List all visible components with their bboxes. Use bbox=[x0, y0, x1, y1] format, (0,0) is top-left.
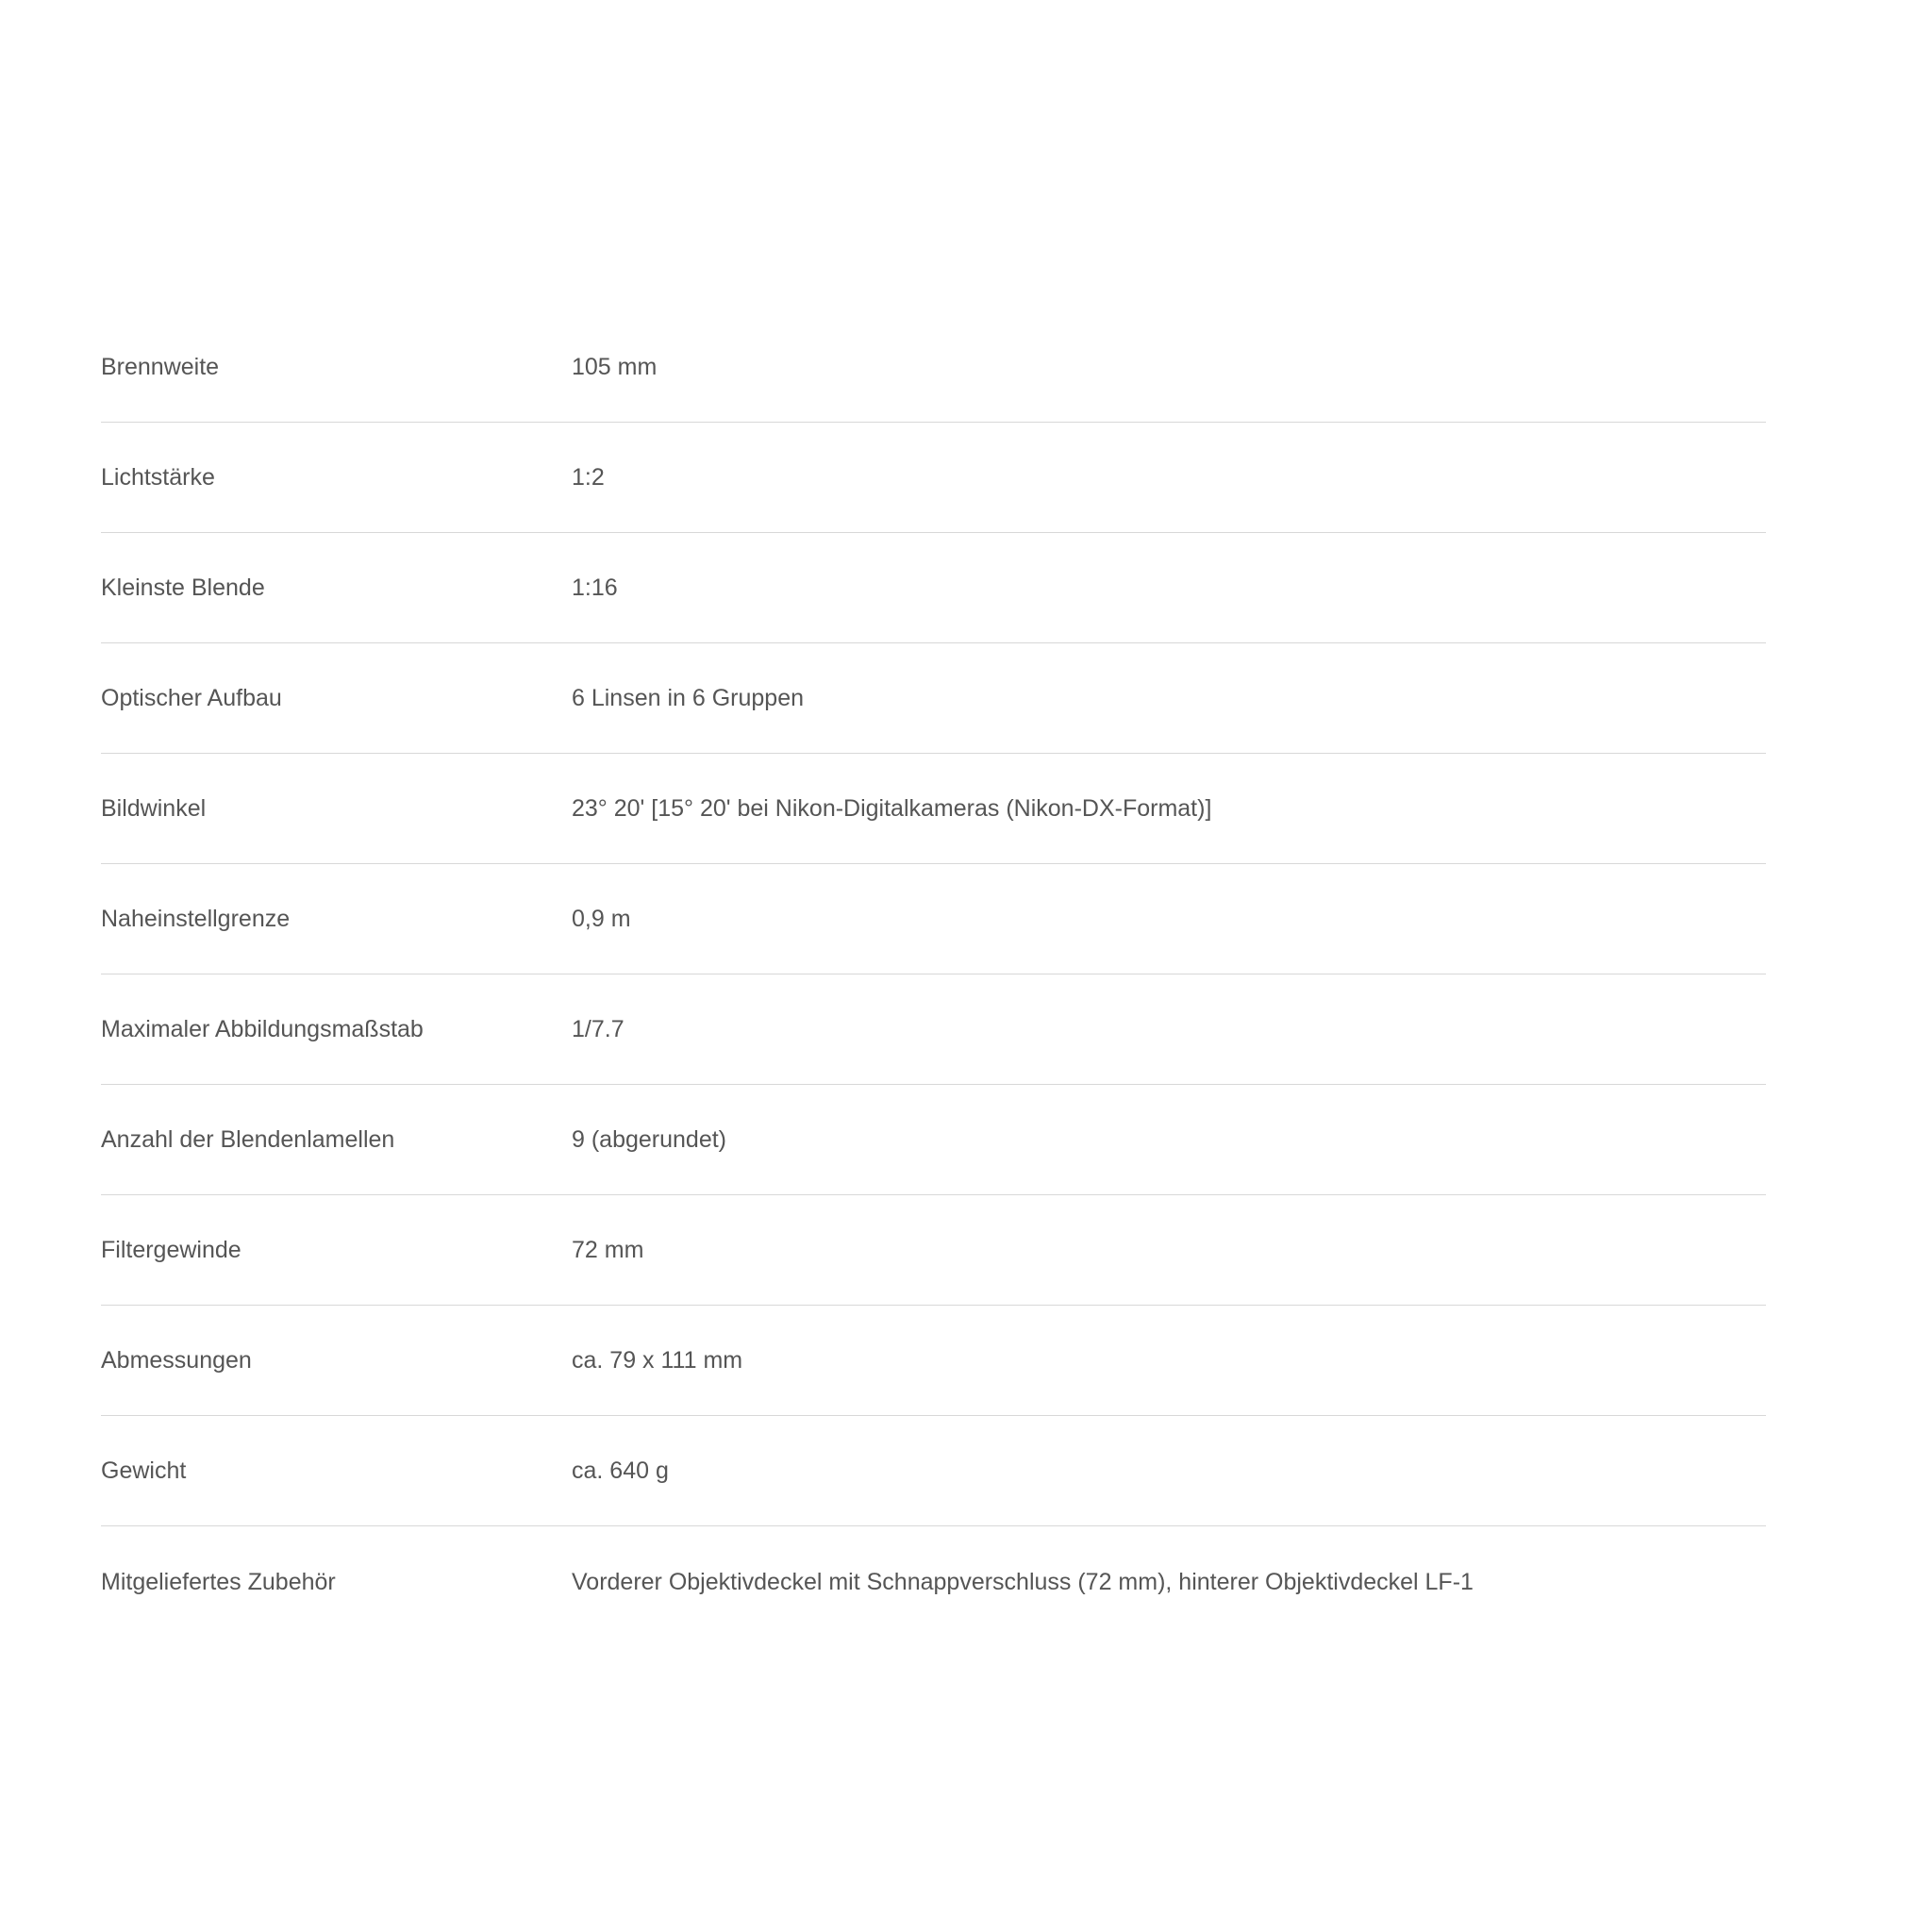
spec-value: 9 (abgerundet) bbox=[572, 1126, 727, 1153]
spec-label: Anzahl der Blendenlamellen bbox=[101, 1126, 395, 1153]
spec-row-abmessungen bbox=[101, 1306, 1766, 1416]
spec-label: Optischer Aufbau bbox=[101, 685, 282, 711]
spec-row-kleinste-blende bbox=[101, 533, 1766, 643]
spec-label: Mitgeliefertes Zubehör bbox=[101, 1568, 336, 1595]
spec-row-brennweite bbox=[101, 312, 1766, 423]
spec-label: Lichtstärke bbox=[101, 464, 215, 491]
spec-label: Bildwinkel bbox=[101, 795, 207, 822]
spec-row-zubehoer bbox=[101, 1526, 1766, 1637]
spec-label: Brennweite bbox=[101, 354, 220, 380]
spec-row-naheinstellgrenze bbox=[101, 864, 1766, 974]
spec-value: 1:16 bbox=[572, 575, 618, 601]
spec-value: 1:2 bbox=[572, 464, 605, 491]
spec-value: 0,9 m bbox=[572, 906, 631, 932]
spec-value: Vorderer Objektivdeckel mit Schnappverschluss (72 mm), hinterer Objektivdeckel LF-1 bbox=[572, 1568, 1474, 1595]
spec-row-gewicht bbox=[101, 1416, 1766, 1526]
spec-value: 72 mm bbox=[572, 1237, 644, 1263]
spec-value: 23° 20' [15° 20' bei Nikon-Digitalkameras (Nikon-DX-Format)] bbox=[572, 795, 1212, 822]
spec-row-bildwinkel bbox=[101, 754, 1766, 864]
spec-label: Gewicht bbox=[101, 1457, 187, 1484]
spec-value: ca. 79 x 111 mm bbox=[572, 1347, 743, 1374]
spec-label: Maximaler Abbildungsmaßstab bbox=[101, 1016, 424, 1042]
spec-label: Kleinste Blende bbox=[101, 575, 265, 601]
spec-value: ca. 640 g bbox=[572, 1457, 669, 1484]
spec-value: 105 mm bbox=[572, 354, 658, 380]
spec-row-abbildungsmassstab bbox=[101, 974, 1766, 1085]
spec-label: Filtergewinde bbox=[101, 1237, 242, 1263]
spec-value: 1/7.7 bbox=[572, 1016, 625, 1042]
spec-row-lichtstaerke bbox=[101, 423, 1766, 533]
spec-row-optischer-aufbau bbox=[101, 643, 1766, 754]
spec-row-filtergewinde bbox=[101, 1195, 1766, 1306]
spec-value: 6 Linsen in 6 Gruppen bbox=[572, 685, 805, 711]
spec-table bbox=[101, 312, 1766, 1637]
spec-row-blendenlamellen bbox=[101, 1085, 1766, 1195]
spec-label: Naheinstellgrenze bbox=[101, 906, 291, 932]
spec-label: Abmessungen bbox=[101, 1347, 252, 1374]
